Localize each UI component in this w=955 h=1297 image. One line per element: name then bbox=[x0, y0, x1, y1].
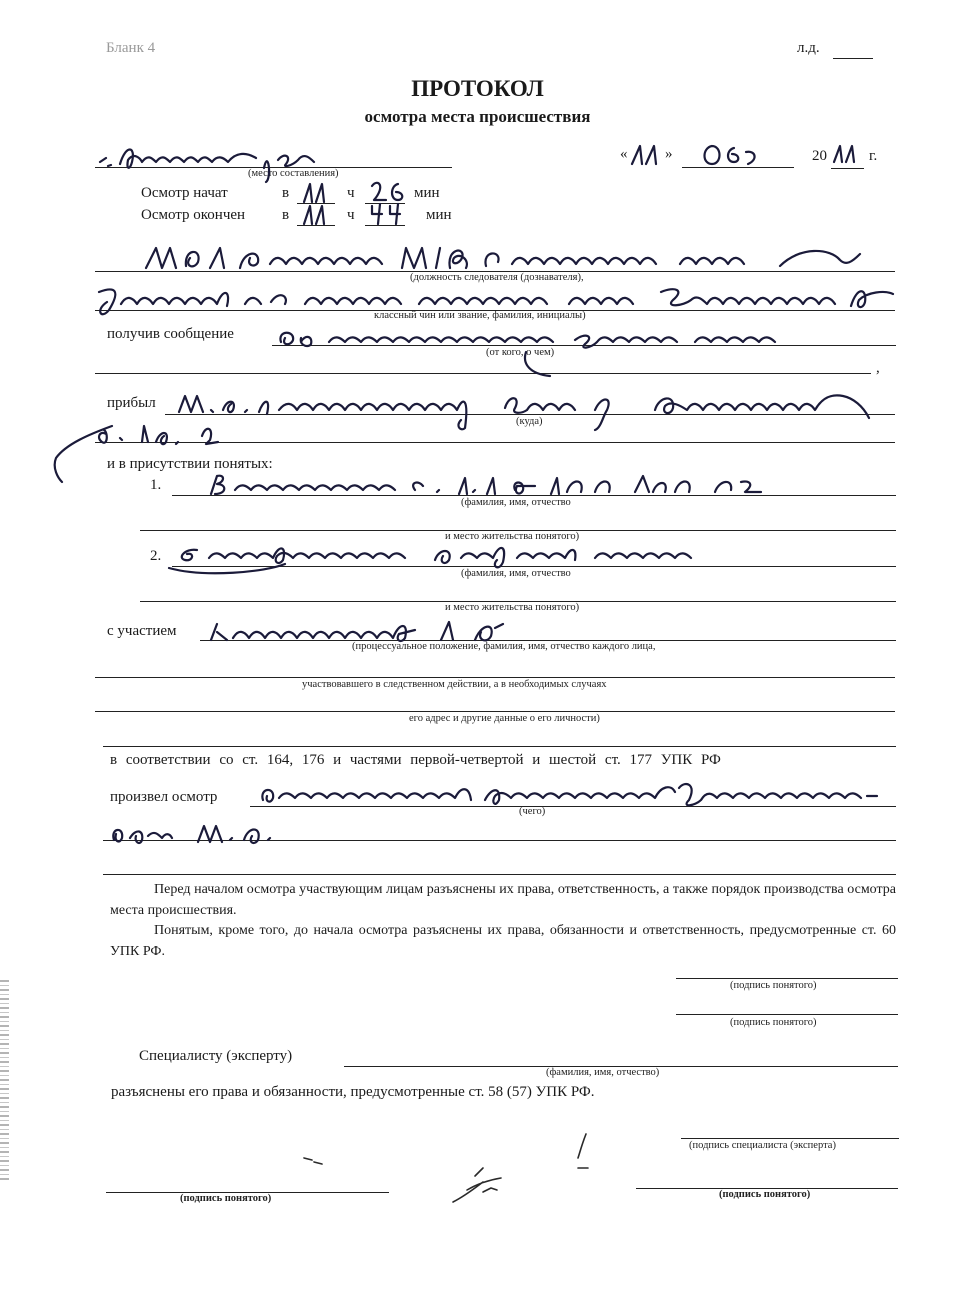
bottom-left-signature-caption: (подпись понятого) bbox=[180, 1193, 272, 1204]
end-minute-unit: мин bbox=[426, 207, 452, 223]
date-quote-open: « bbox=[620, 146, 628, 162]
day-handwriting bbox=[628, 140, 668, 170]
report-line-2 bbox=[95, 373, 871, 374]
inspection-label: произвел осмотр bbox=[110, 789, 218, 805]
witnesses-label: и в присутствии понятых: bbox=[107, 456, 273, 472]
witness-2-handwriting bbox=[165, 538, 725, 588]
form-label: Бланк 4 bbox=[106, 40, 156, 56]
place-caption: (место составления) bbox=[248, 168, 339, 179]
end-hour-handwriting bbox=[300, 202, 336, 228]
report-tick-mark bbox=[520, 348, 560, 378]
center-signature-mark bbox=[445, 1162, 515, 1207]
statute-text: в соответствии со ст. 164, 176 и частями первой-четвертой и шестой ст. 177 УПК РФ bbox=[110, 752, 721, 768]
month-handwriting bbox=[700, 140, 770, 170]
year-handwriting bbox=[830, 140, 870, 170]
participants-line-2 bbox=[95, 677, 895, 678]
start-at: в bbox=[282, 185, 290, 201]
witness-signature-line-2 bbox=[676, 1014, 898, 1015]
witness-1-caption-residence: и место жительства понятого) bbox=[445, 531, 580, 542]
investigator-caption-rank: классный чин или звание, фамилия, инициалы) bbox=[374, 310, 586, 321]
sheet-label: л.д. bbox=[797, 40, 820, 56]
explanation-para-1: Перед началом осмотра участвующим лицам разъяснены их права, ответственность, а также порядок производства осмотра места происшествия. bbox=[110, 882, 896, 918]
inspection-line-3 bbox=[103, 874, 896, 875]
specialist-signature-line bbox=[681, 1138, 899, 1139]
end-at: в bbox=[282, 207, 290, 223]
arrival-label: прибыл bbox=[107, 395, 156, 411]
specialist-rights: разъяснены его права и обязанности, предусмотренные ст. 58 (57) УПК РФ. bbox=[111, 1084, 595, 1100]
participants-line-3 bbox=[95, 711, 895, 712]
smudge-mark bbox=[300, 1150, 330, 1170]
scan-edge-artifact bbox=[0, 980, 9, 1180]
witness-1-number: 1. bbox=[150, 477, 162, 493]
start-minute-unit: мин bbox=[414, 185, 440, 201]
year-line bbox=[831, 168, 864, 169]
witness-signature-line-1 bbox=[676, 978, 898, 979]
witness-signature-caption-2: (подпись понятого) bbox=[730, 1017, 817, 1028]
end-hour-unit: ч bbox=[347, 207, 355, 223]
participants-label: с участием bbox=[107, 623, 177, 639]
start-label: Осмотр начат bbox=[141, 185, 228, 201]
participants-caption-1: (процессуальное положение, фамилия, имя, отчество каждого лица, bbox=[352, 641, 656, 652]
end-label: Осмотр окончен bbox=[141, 207, 246, 223]
date-quote-close: » bbox=[665, 146, 673, 162]
specialist-signature-caption: (подпись специалиста (эксперта) bbox=[689, 1140, 836, 1151]
document-subtitle: осмотра места происшествия bbox=[364, 107, 591, 126]
witness-2-caption-residence: и место жительства понятого) bbox=[445, 602, 580, 613]
specialist-caption: (фамилия, имя, отчество) bbox=[546, 1067, 660, 1078]
participants-caption-3: его адрес и другие данные о его личности) bbox=[409, 713, 600, 724]
witness-2-number: 2. bbox=[150, 548, 162, 564]
report-trailing-comma: , bbox=[876, 360, 880, 376]
sheet-number-line bbox=[833, 58, 873, 59]
bottom-right-signature-caption: (подпись понятого) bbox=[719, 1189, 811, 1200]
specialist-label: Специалисту (эксперту) bbox=[139, 1048, 293, 1064]
investigator-caption-position: (должность следователя (дознавателя), bbox=[410, 272, 584, 283]
witness-signature-caption-1: (подпись понятого) bbox=[730, 980, 817, 991]
witness-1-caption-name: (фамилия, имя, отчество bbox=[461, 497, 571, 508]
participants-caption-2: участвовавшего в следственном действии, а в необходимых случаях bbox=[302, 679, 607, 690]
arrival-caption: (куда) bbox=[516, 416, 543, 427]
year-prefix: 20 bbox=[812, 148, 827, 164]
end-minute-handwriting bbox=[368, 200, 408, 228]
specialist-signature-mark bbox=[570, 1130, 610, 1180]
inspection-handwriting-2 bbox=[108, 818, 288, 848]
participants-line-4 bbox=[103, 746, 896, 747]
report-caption: (от кого, о чем) bbox=[486, 347, 555, 358]
inspection-caption: (чего) bbox=[519, 806, 546, 817]
report-label: получив сообщение bbox=[107, 326, 234, 342]
document-title: ПРОТОКОЛ bbox=[411, 76, 544, 101]
explanation-para-2: Понятым, кроме того, до начала осмотра разъяснены их права, обязанности и ответственность, предусмотренные ст. 60 УПК РФ. bbox=[110, 923, 896, 959]
inspection-handwriting-1 bbox=[255, 778, 895, 814]
year-suffix: г. bbox=[869, 148, 878, 164]
start-hour-unit: ч bbox=[347, 185, 355, 201]
witness-2-caption-name: (фамилия, имя, отчество bbox=[461, 568, 571, 579]
investigator-handwriting-1 bbox=[140, 240, 900, 276]
